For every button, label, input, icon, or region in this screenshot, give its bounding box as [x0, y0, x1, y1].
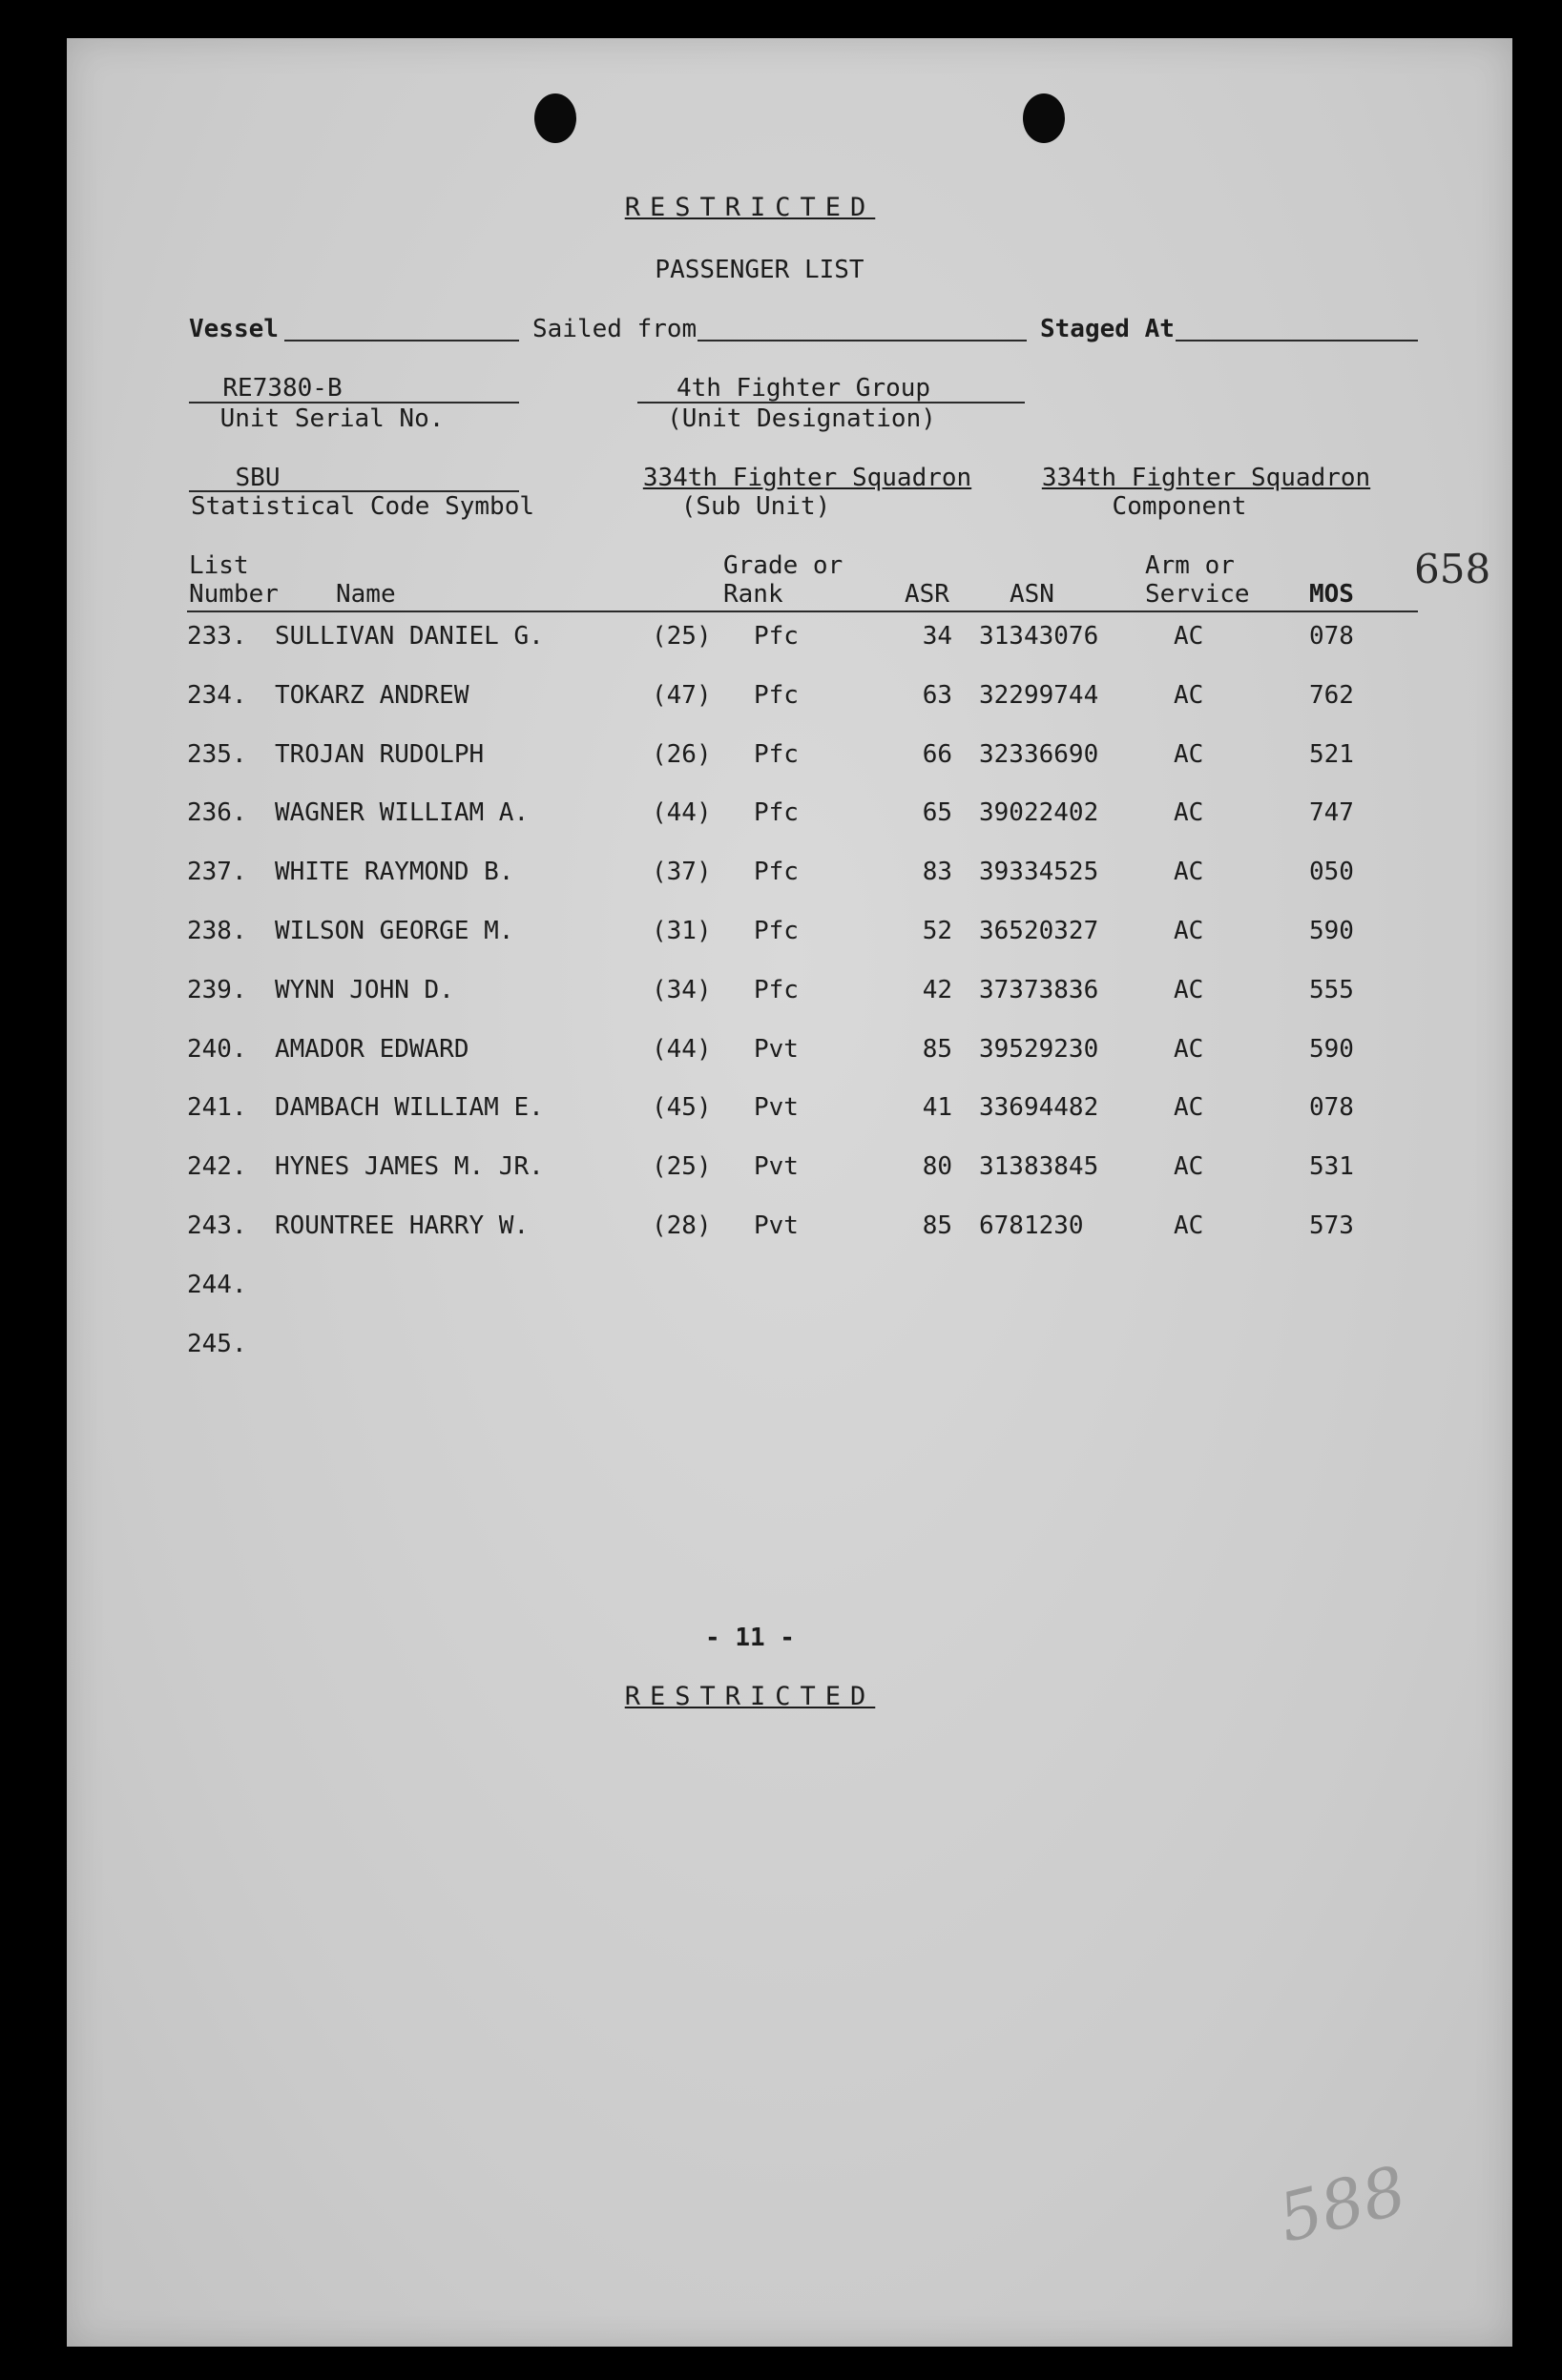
cell-rank: Pvt [754, 1152, 799, 1181]
cell-age: (31) [652, 917, 712, 945]
cell-num: 239. [187, 976, 247, 1004]
cell-asr: 34 [922, 622, 952, 651]
cell-arm: AC [1174, 1152, 1204, 1181]
vessel-field-line [284, 340, 519, 341]
cell-mos: 747 [1309, 798, 1354, 827]
cell-rank: Pfc [754, 798, 799, 827]
table-row [0, 1271, 1562, 1309]
cell-asn: 6781230 [979, 1211, 1084, 1240]
unit-serial-value: RE7380-B [222, 374, 343, 403]
cell-mos: 573 [1309, 1211, 1354, 1240]
cell-asr: 85 [922, 1211, 952, 1240]
cell-asn: 31383845 [979, 1152, 1099, 1181]
cell-num: 244. [187, 1271, 247, 1299]
cell-arm: AC [1174, 1035, 1204, 1064]
cell-num: 238. [187, 917, 247, 945]
cell-age: (44) [652, 1035, 712, 1064]
stamp-number: 658 [1414, 546, 1491, 592]
unit-serial-label: Unit Serial No. [219, 404, 445, 433]
cell-num: 245. [187, 1330, 247, 1358]
col-asr: ASR [905, 580, 949, 609]
unit-designation-line [637, 402, 1025, 404]
table-row [0, 798, 1562, 837]
cell-name: WAGNER WILLIAM A. [275, 798, 530, 827]
table-row [0, 1152, 1562, 1190]
cell-name: WHITE RAYMOND B. [275, 858, 514, 886]
cell-rank: Pfc [754, 858, 799, 886]
component-label: Component [1112, 492, 1247, 521]
col-asn: ASN [1010, 580, 1054, 609]
cell-name: TOKARZ ANDREW [275, 681, 469, 710]
punch-hole [534, 93, 576, 143]
cell-asn: 39334525 [979, 858, 1099, 886]
cell-mos: 555 [1309, 976, 1354, 1004]
col-arm-1: Arm or [1145, 551, 1235, 580]
cell-age: (37) [652, 858, 712, 886]
cell-name: WILSON GEORGE M. [275, 917, 514, 945]
cell-name: ROUNTREE HARRY W. [275, 1211, 530, 1240]
header-rule [187, 611, 1418, 612]
cell-mos: 050 [1309, 858, 1354, 886]
cell-mos: 521 [1309, 740, 1354, 769]
col-grade-2: Rank [723, 580, 783, 609]
table-row [0, 858, 1562, 896]
page-number: - 11 - [705, 1624, 795, 1652]
cell-mos: 590 [1309, 1035, 1354, 1064]
punch-hole [1023, 93, 1065, 143]
sailed-from-field-line [698, 340, 1027, 341]
cell-arm: AC [1174, 976, 1204, 1004]
cell-asn: 32299744 [979, 681, 1099, 710]
cell-age: (28) [652, 1211, 712, 1240]
cell-name: HYNES JAMES M. JR. [275, 1152, 544, 1181]
cell-name: AMADOR EDWARD [275, 1035, 469, 1064]
cell-num: 236. [187, 798, 247, 827]
table-row [0, 1035, 1562, 1073]
cell-age: (26) [652, 740, 712, 769]
cell-num: 240. [187, 1035, 247, 1064]
col-list-number-1: List [189, 551, 249, 580]
sailed-from-label: Sailed from [532, 315, 698, 343]
cell-num: 243. [187, 1211, 247, 1240]
cell-arm: AC [1174, 681, 1204, 710]
table-row [0, 976, 1562, 1014]
cell-rank: Pfc [754, 917, 799, 945]
code-symbol-label: Statistical Code Symbol [190, 492, 535, 521]
cell-asr: 63 [922, 681, 952, 710]
table-row [0, 917, 1562, 955]
col-list-number-2: Number [189, 580, 279, 609]
cell-num: 233. [187, 622, 247, 651]
col-grade-1: Grade or [723, 551, 843, 580]
vessel-label: Vessel [189, 315, 279, 343]
cell-arm: AC [1174, 917, 1204, 945]
cell-asn: 39529230 [979, 1035, 1099, 1064]
cell-rank: Pfc [754, 622, 799, 651]
cell-num: 242. [187, 1152, 247, 1181]
cell-name: TROJAN RUDOLPH [275, 740, 485, 769]
cell-asr: 41 [922, 1093, 952, 1122]
cell-arm: AC [1174, 798, 1204, 827]
cell-arm: AC [1174, 1211, 1204, 1240]
col-arm-2: Service [1145, 580, 1250, 609]
table-row [0, 1093, 1562, 1131]
cell-rank: Pfc [754, 740, 799, 769]
cell-name: SULLIVAN DANIEL G. [275, 622, 544, 651]
unit-designation-value: 4th Fighter Group [676, 374, 931, 403]
table-row [0, 1330, 1562, 1368]
cell-age: (25) [652, 1152, 712, 1181]
col-mos: MOS [1309, 580, 1354, 609]
staged-at-label: Staged At [1040, 315, 1175, 343]
cell-num: 235. [187, 740, 247, 769]
unit-serial-line [189, 402, 519, 404]
cell-arm: AC [1174, 740, 1204, 769]
table-row [0, 1211, 1562, 1250]
cell-asr: 83 [922, 858, 952, 886]
cell-arm: AC [1174, 858, 1204, 886]
component-value: 334th Fighter Squadron [1041, 464, 1371, 492]
cell-num: 237. [187, 858, 247, 886]
sub-unit-label: (Sub Unit) [680, 492, 831, 521]
sub-unit-value: 334th Fighter Squadron [642, 464, 972, 492]
table-row [0, 740, 1562, 778]
cell-asn: 33694482 [979, 1093, 1099, 1122]
cell-asn: 39022402 [979, 798, 1099, 827]
cell-name: WYNN JOHN D. [275, 976, 454, 1004]
cell-asr: 65 [922, 798, 952, 827]
cell-rank: Pvt [754, 1093, 799, 1122]
code-symbol-value: SBU [235, 464, 281, 492]
cell-mos: 531 [1309, 1152, 1354, 1181]
cell-age: (44) [652, 798, 712, 827]
cell-age: (34) [652, 976, 712, 1004]
col-name: Name [336, 580, 396, 609]
cell-asr: 42 [922, 976, 952, 1004]
cell-mos: 078 [1309, 622, 1354, 651]
passenger-list-title: PASSENGER LIST [655, 256, 864, 284]
cell-age: (25) [652, 622, 712, 651]
cell-arm: AC [1174, 1093, 1204, 1122]
pencil-annotation: 588 [1271, 2151, 1414, 2258]
cell-asr: 85 [922, 1035, 952, 1064]
unit-designation-label: (Unit Designation) [667, 404, 936, 433]
cell-asn: 31343076 [979, 622, 1099, 651]
cell-mos: 762 [1309, 681, 1354, 710]
cell-rank: Pvt [754, 1035, 799, 1064]
cell-asn: 32336690 [979, 740, 1099, 769]
cell-rank: Pfc [754, 976, 799, 1004]
cell-asn: 37373836 [979, 976, 1099, 1004]
cell-num: 234. [187, 681, 247, 710]
restricted-footer: RESTRICTED [624, 1682, 876, 1711]
cell-rank: Pvt [754, 1211, 799, 1240]
cell-age: (47) [652, 681, 712, 710]
cell-rank: Pfc [754, 681, 799, 710]
cell-arm: AC [1174, 622, 1204, 651]
staged-at-field-line [1176, 340, 1418, 341]
table-row [0, 681, 1562, 719]
cell-name: DAMBACH WILLIAM E. [275, 1093, 544, 1122]
restricted-heading: RESTRICTED [624, 193, 876, 222]
cell-age: (45) [652, 1093, 712, 1122]
cell-num: 241. [187, 1093, 247, 1122]
cell-mos: 078 [1309, 1093, 1354, 1122]
table-row [0, 622, 1562, 660]
cell-asr: 52 [922, 917, 952, 945]
cell-mos: 590 [1309, 917, 1354, 945]
cell-asn: 36520327 [979, 917, 1099, 945]
cell-asr: 80 [922, 1152, 952, 1181]
cell-asr: 66 [922, 740, 952, 769]
